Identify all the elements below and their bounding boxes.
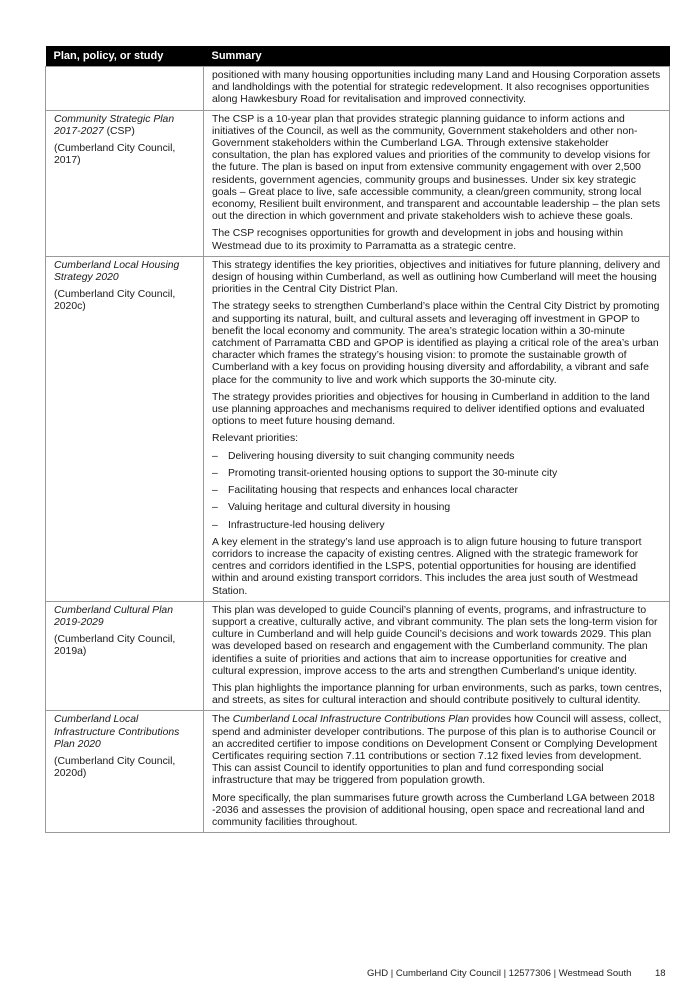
- summary-paragraph: The strategy seeks to strengthen Cumberland’s place within the Central City District by promoting and supporting its natural, built, and cultural assets and leveraging off investment in GPOP to benefit the local economy and community. The area’s strategic location within a 30-minute catchment of Parramatta CBD and GPOP is identified as playing a critical role of the area’s urban character which frames the strategy’s housing vision: to promote the sustainable growth of Cumberland with a key focus on providing housing diversity and affordability, a vibrant and safe place for the community to live and work which supports the 30-minute city.: [212, 301, 660, 386]
- list-item: – Valuing heritage and cultural diversity in housing: [212, 502, 663, 514]
- summary-paragraph: This plan was developed to guide Council’s planning of events, programs, and infrastructure to support a creative, culturally active, and vibrant community. The plan sets the long-term vision for culture in Cumberland and will help guide Council’s decisions and work towards 2029. This plan was developed based on research and engagement with the Cumberland community. The plan identifies a suite of priorities and actions that aim to increase opportunities for creative and cultural expression, improve access to the arts and strengthen Cumberland’s unique identity.: [212, 604, 658, 677]
- summary-paragraph: The strategy provides priorities and objectives for housing in Cumberland in addition to the land use planning approaches and mechanisms required to deliver identified options and evaluated options to meet future housing demand.: [212, 391, 650, 428]
- plan-cell: [46, 67, 204, 111]
- summary-lead: The: [212, 714, 233, 726]
- plan-title: Cumberland Local Infrastructure Contributions Plan 2020: [54, 714, 180, 750]
- plan-title: Cumberland Cultural Plan 2019-2029: [54, 604, 173, 628]
- summary-paragraph: The CSP recognises opportunities for growth and development in jobs and housing within Westmead due to its proximity to Parramatta as a strategic centre.: [212, 228, 624, 252]
- summary-plan-name: Cumberland Local Infrastructure Contributions Plan: [232, 714, 470, 726]
- list-item: – Facilitating housing that respects and enhances local character: [212, 485, 663, 497]
- plan-cell: [46, 711, 204, 833]
- plan-title: [54, 114, 197, 138]
- summary-paragraph: More specifically, the plan summarises future growth across the Cumberland LGA between 2018 -2036 and assesses the provision of additional housing, open space and recreational land and community facilities throughout.: [212, 792, 655, 828]
- plan-title: Cumberland Local Housing Strategy 2020: [54, 259, 180, 284]
- summary-cell: [204, 67, 670, 111]
- plan-title-italic: Community Strategic Plan 2017-2027: [54, 113, 175, 137]
- summary-cell: [204, 110, 670, 256]
- summary-cell: [204, 256, 670, 601]
- list-item: – Delivering housing diversity to suit changing community needs: [212, 451, 663, 463]
- table-row: [46, 601, 670, 711]
- summary-cell: [204, 711, 670, 833]
- priorities-list: [212, 451, 663, 532]
- header-summary: Summary: [204, 46, 670, 67]
- page-number: 18: [655, 968, 666, 979]
- header-plan: Plan, policy, or study: [46, 46, 204, 67]
- summary-paragraph: This plan highlights the importance planning for urban environments, such as parks, town centres, and streets, as sites for cultural interaction and should contribute positively to cultural identity.: [212, 682, 662, 707]
- table-row: [46, 110, 670, 256]
- plan-source: (Cumberland City Council, 2020c): [54, 289, 176, 313]
- plan-source: (Cumberland City Council, 2020d): [54, 755, 176, 780]
- plan-cell: [46, 256, 204, 601]
- summary-paragraph: This strategy identifies the key priorities, objectives and initiatives for future planning, delivery and design of housing within Cumberland, as well as outlining how Cumberland will meet the housing priorities in the Central City District Plan.: [212, 259, 661, 296]
- summary-paragraph: The CSP is a 10-year plan that provides strategic planning guidance to inform actions and initiatives of the Council, as well as the community, Government stakeholders and other non-Government stakeholders within the Cumberland LGA. Through extensive stakeholder consultation, the plan has explored values and priorities of the community to develop visions for the future. The plan is based on input from extensive community engagement with over 2,500 residents, government agencies, community groups and businesses. Under six key strategic goals – Great place to live, safe accessible community, a clean/green community, strong local economy, Resilient built environment, and transparent and accountable leadership – the plan sets out the direction in which government and private stakeholders wish to achieve these goals.: [212, 113, 661, 223]
- table-row: [46, 711, 670, 833]
- summary-cell: [204, 601, 670, 711]
- summary-paragraph: [212, 714, 663, 787]
- plan-source: (Cumberland City Council, 2017): [54, 143, 176, 167]
- plans-table: [45, 46, 670, 833]
- summary-paragraph: positioned with many housing opportunities including many Land and Housing Corporation assets and landholdings with the potential for strategic redevelopment. It also recognises opportunities along Hawkesbury Road for revitalisation and improved connectivity.: [212, 70, 661, 106]
- plan-cell: [46, 601, 204, 711]
- list-item: – Promoting transit-oriented housing options to support the 30-minute city: [212, 468, 663, 480]
- summary-paragraph: Relevant priorities:: [212, 433, 299, 445]
- page-footer: GHD | Cumberland City Council | 12577306 | Westmead South: [367, 968, 632, 979]
- list-item: – Infrastructure-led housing delivery: [212, 520, 663, 532]
- plan-source: (Cumberland City Council, 2019a): [54, 634, 176, 658]
- plan-title-suffix: (CSP): [103, 125, 135, 137]
- plan-cell: [46, 110, 204, 256]
- table-row: [46, 256, 670, 601]
- summary-paragraph: A key element in the strategy’s land use approach is to align future housing to future transport corridors to increase the capacity of existing centres. Aligned with the strategic framework for centres and corridors identified in the LSPS, potential opportunities for housing are identified within and around existing transport corridors. This includes the area just south of Westmead Station.: [212, 536, 642, 597]
- table-row: [46, 67, 670, 111]
- summary-rest: provides how Council will assess, collect, spend and administer developer contributions. The purpose of this plan is to authorise Council or an accredited certifier to impose conditions on Development Consent or Complying Development Certificates requiring section 7.11 contributions or section 7.12 fixed levies from development. This can assist Council to identify opportunities to plan and fund corresponding social infrastructure that may be triggered from population growth.: [212, 714, 662, 787]
- table-header-row: [46, 46, 670, 67]
